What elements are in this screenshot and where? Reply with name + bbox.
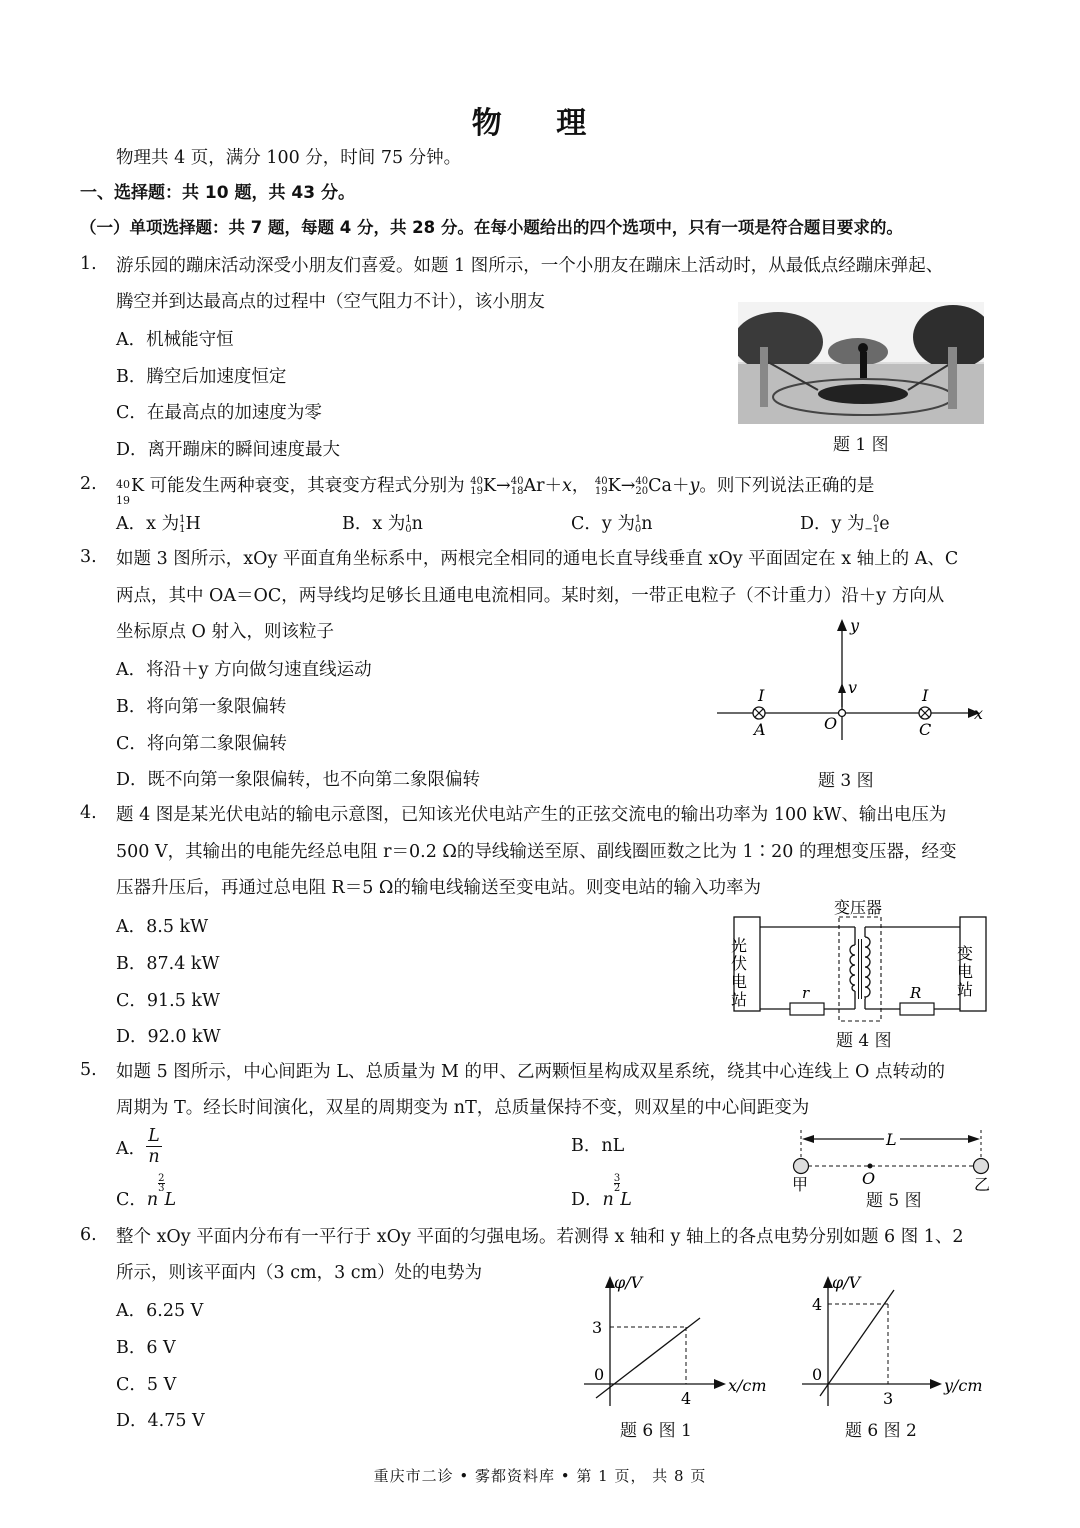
current-label-c: I (922, 686, 929, 705)
figure-caption: 题 6 图 2 (845, 1421, 917, 1441)
y-axis-label: φ/V (832, 1273, 861, 1292)
decay-equation-2: 40 19K→40 20Ca＋y (594, 475, 700, 497)
coordinate-diagram (712, 615, 992, 745)
point-c-label: C (919, 720, 932, 739)
transmission-diagram (728, 895, 996, 1025)
origin-label: 0 (812, 1365, 823, 1384)
option-c: C．y 为1 0n (571, 513, 653, 535)
question-text-a: K 可能发生两种衰变，其衰变方程式分别为 (131, 476, 465, 496)
option-a: A．将沿＋y 方向做匀速直线运动 (116, 660, 372, 680)
potential-graph-x (578, 1266, 778, 1412)
x-axis-label: x/cm (728, 1376, 767, 1395)
option-a: A． $\frac{L}{n}$ (116, 1126, 160, 1167)
potential-graph-y (798, 1266, 998, 1412)
substation-label: 变电站 (954, 945, 974, 999)
section-heading: 一、选择题：共 10 题，共 43 分。 (80, 183, 355, 203)
option-d: D．既不向第一象限偏转，也不向第二象限偏转 (116, 770, 481, 790)
y-axis-label: y (850, 616, 860, 635)
question-text: 如题 5 图所示，中心间距为 L、总质量为 M 的甲、乙两颗恒星构成双星系统，绕其中心连线上 O 点转动的 (116, 1062, 945, 1082)
option-c: C．在最高点的加速度为零 (116, 403, 322, 423)
question-text: 500 V，其输出的电能先经总电阻 r＝0.2 Ω的导线输送至原、副线圈匝数之比为 1∶20 的理想变压器，经变 (116, 842, 957, 862)
velocity-label: v (848, 678, 858, 697)
option-a: A．机械能守恒 (116, 330, 234, 350)
question-text: 40 19 K 可能发生两种衰变，其衰变方程式分别为 40 19K→40 18Ar＋x， 40 19K→40 20Ca＋y。则下列说法正确的是 (116, 475, 875, 507)
question-text: 压器升压后，再通过总电阻 R＝5 Ω的输电线输送至变电站。则变电站的输入功率为 (116, 878, 761, 898)
y-axis-label: φ/V (614, 1273, 643, 1292)
question-number: 2. (80, 474, 97, 494)
resistor-r-label: r (802, 984, 810, 1002)
option-b: B．x 为1 0n (342, 513, 423, 535)
question-number: 4. (80, 803, 97, 823)
question-number: 6. (80, 1225, 97, 1245)
point-a-label: A (754, 720, 766, 739)
star-yi-label: 乙 (974, 1175, 991, 1192)
exam-intro: 物理共 4 页，满分 100 分，时间 75 分钟。 (116, 148, 462, 168)
option-d: D．离开蹦床的瞬间速度最大 (116, 440, 341, 460)
option-b: B．腾空后加速度恒定 (116, 367, 287, 387)
option-b: B．将向第一象限偏转 (116, 697, 287, 717)
option-b: B．6 V (116, 1338, 176, 1358)
option-c: C．将向第二象限偏转 (116, 734, 287, 754)
question-text: 周期为 T。经长时间演化，双星的周期变为 nT，总质量保持不变，则双星的中心间距变为 (116, 1098, 810, 1118)
decay-equation-1: 40 19K→40 18Ar＋x， (470, 475, 590, 497)
pv-station-label: 光伏电站 (728, 937, 748, 1009)
origin-label: O (824, 714, 838, 733)
option-a: A．6.25 V (116, 1301, 204, 1321)
page-footer: 重庆市二诊 • 雾都资料库 • 第 1 页， 共 8 页 (373, 1467, 707, 1485)
question-number: 5. (80, 1060, 97, 1080)
option-d: D．n $\frac{3}{2}$ L (571, 1173, 632, 1210)
page-title: 物 理 (471, 106, 609, 141)
binary-star-diagram (786, 1128, 996, 1192)
option-c: C．n $\frac{2}{3}$ L (116, 1173, 177, 1210)
option-a: A．8.5 kW (116, 917, 209, 937)
x-tick-label: 4 (681, 1389, 692, 1408)
question-text: 整个 xOy 平面内分布有一平行于 xOy 平面的匀强电场。若测得 x 轴和 y 轴上的各点电势分别如题 6 图 1、2 (116, 1227, 964, 1247)
figure-caption: 题 5 图 (866, 1191, 922, 1211)
transformer-label: 变压器 (834, 898, 883, 917)
question-text-b: 。则下列说法正确的是 (699, 476, 875, 496)
figure-caption: 题 3 图 (818, 771, 874, 791)
figure-caption: 题 4 图 (836, 1031, 892, 1051)
question-text: 如题 3 图所示，xOy 平面直角坐标系中，两根完全相同的通电长直导线垂直 xOy 平面固定在 x 轴上的 A、C (116, 549, 959, 569)
option-d: D．y 为 0 −1e (800, 513, 890, 535)
option-a: A．x 为1 1H (116, 513, 201, 535)
current-label-a: I (758, 686, 765, 705)
option-d: D．92.0 kW (116, 1027, 221, 1047)
star-jia-label: 甲 (792, 1175, 809, 1192)
question-text: 腾空并到达最高点的过程中（空气阻力不计），该小朋友 (116, 292, 545, 312)
trampoline-photo (738, 302, 984, 424)
question-number: 1. (80, 254, 97, 274)
section-subheading: （一）单项选择题：共 7 题，每题 4 分，共 28 分。在每小题给出的四个选项中，只有一项是符合题目要求的。 (80, 218, 903, 237)
y-tick-label: 4 (812, 1295, 823, 1314)
question-number: 3. (80, 547, 97, 567)
question-text: 所示，则该平面内（3 cm，3 cm）处的电势为 (116, 1263, 483, 1283)
x-axis-label: x (974, 704, 984, 723)
question-text: 坐标原点 O 射入，则该粒子 (116, 622, 334, 642)
option-b: B．nL (571, 1136, 625, 1156)
question-text: 题 4 图是某光伏电站的输电示意图，已知该光伏电站产生的正弦交流电的输出功率为 100 kW、输出电压为 (116, 805, 947, 825)
origin-label: 0 (594, 1365, 605, 1384)
figure-caption: 题 6 图 1 (620, 1421, 692, 1441)
x-tick-label: 3 (883, 1389, 894, 1408)
option-c: C．5 V (116, 1375, 177, 1395)
x-axis-label: y/cm (944, 1376, 983, 1395)
option-b: B．87.4 kW (116, 954, 220, 974)
resistor-big-r-label: R (910, 984, 922, 1002)
question-text: 两点，其中 OA＝OC，两导线均足够长且通电电流相同。某时刻，一带正电粒子（不计重力）沿＋y 方向从 (116, 586, 945, 606)
option-c: C．91.5 kW (116, 991, 221, 1011)
figure-caption: 题 1 图 (833, 435, 889, 455)
option-d: D．4.75 V (116, 1411, 205, 1431)
distance-label: L (886, 1130, 897, 1149)
question-text: 游乐园的蹦床活动深受小朋友们喜爱。如题 1 图所示，一个小朋友在蹦床上活动时，从最低点经蹦床弹起、 (116, 256, 944, 276)
y-tick-label: 3 (592, 1318, 603, 1337)
center-o-label: O (862, 1169, 876, 1188)
